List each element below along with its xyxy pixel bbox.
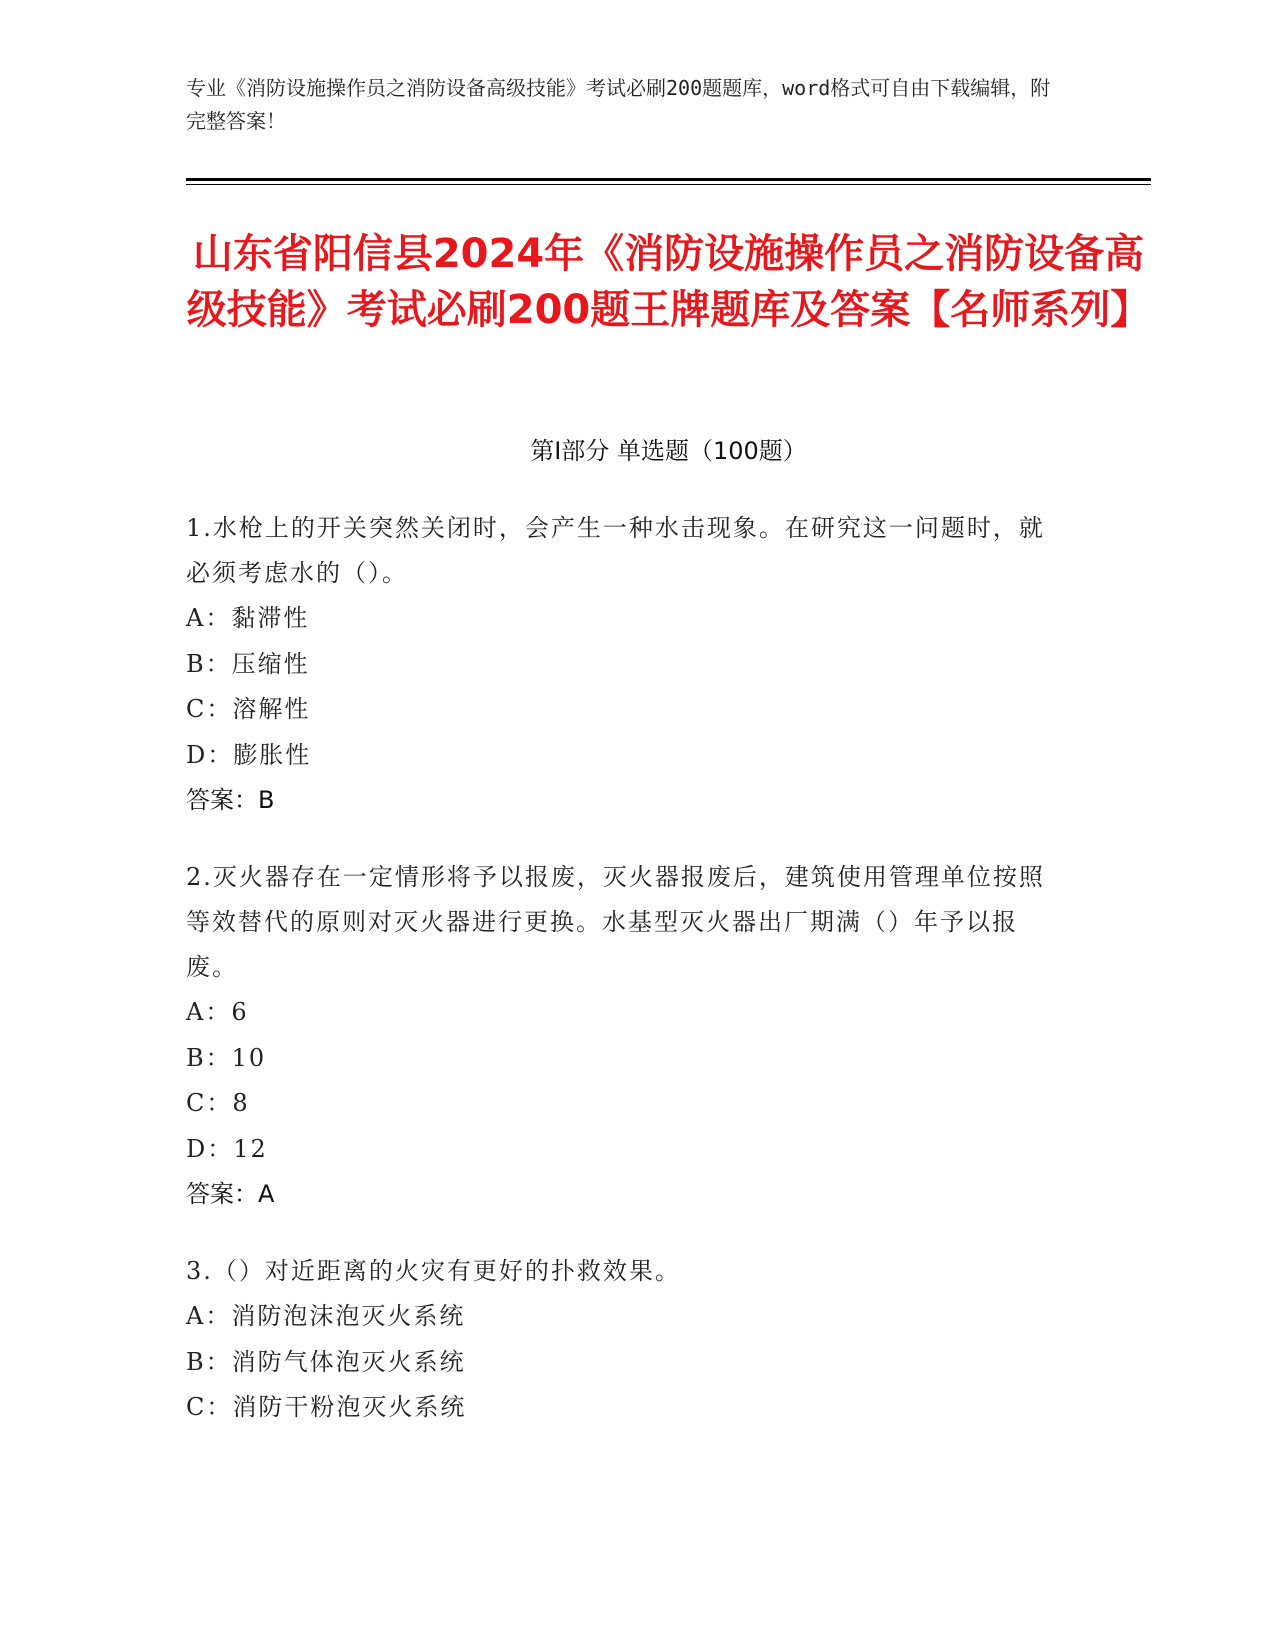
- option-b: B：10: [186, 1043, 267, 1072]
- option-c: C：消防干粉泡灭火系统: [186, 1393, 467, 1421]
- header-note: 专业《消防设施操作员之消防设备高级技能》考试必刷200题题库，word格式可自由下载编辑，附完整答案！: [186, 76, 1051, 133]
- option-d: D：膨胀性: [186, 740, 312, 769]
- document-title: 山东省阳信县2024年《消防设施操作员之消防设备高级技能》考试必刷200题王牌题库及答案【名师系列】: [186, 231, 1151, 333]
- section-heading: 第I部分 单选题（100题）: [530, 437, 807, 465]
- header-rule-thin: [186, 184, 1151, 185]
- question-1: [186, 506, 1066, 823]
- option-b: B：压缩性: [186, 649, 310, 678]
- option-a: A：6: [186, 998, 249, 1026]
- option-d: D：12: [186, 1134, 268, 1163]
- answer: 答案：A: [186, 1180, 275, 1208]
- question-2: [186, 855, 1066, 1217]
- answer: 答案：B: [186, 786, 275, 814]
- question-3: [186, 1249, 1066, 1431]
- question-text: 2.灭火器存在一定情形将予以报废，灭火器报废后，建筑使用管理单位按照等效替代的原则对灭火器进行更换。水基型灭火器出厂期满（）年予以报废。: [186, 863, 1045, 981]
- question-text: 3.（）对近距离的火灾有更好的扑救效果。: [186, 1257, 681, 1285]
- option-a: A：消防泡沫泡灭火系统: [186, 1302, 466, 1330]
- option-a: A：黏滞性: [186, 604, 310, 632]
- option-c: C：溶解性: [186, 695, 311, 723]
- question-text: 1.水枪上的开关突然关闭时，会产生一种水击现象。在研究这一问题时，就必须考虑水的（）。: [186, 514, 1045, 587]
- option-c: C：8: [186, 1089, 250, 1117]
- header-rule-thick: [186, 178, 1151, 181]
- option-b: B：消防气体泡灭火系统: [186, 1347, 466, 1376]
